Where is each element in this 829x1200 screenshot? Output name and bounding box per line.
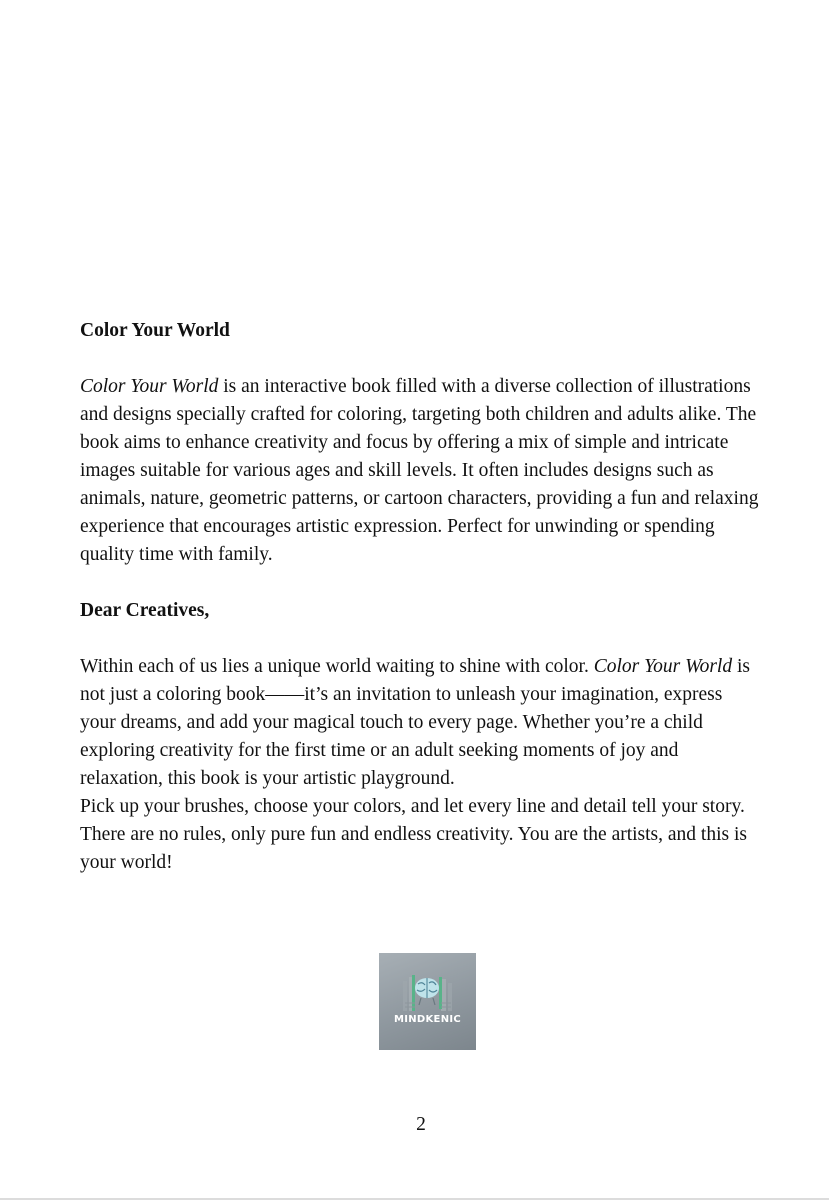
spacer	[80, 569, 760, 597]
letter-paragraph-2: Pick up your brushes, choose your colors, and let every line and detail tell your story. There are no rules, only pure fun and endless creativity. You are the artists, and this is your world!	[80, 796, 747, 873]
section-heading-dear-creatives: Dear Creatives,	[80, 600, 210, 621]
book-title-italic: Color Your World	[593, 656, 733, 677]
page-number: 2	[416, 1114, 426, 1135]
page-body	[80, 317, 760, 877]
letter-paragraph-1	[80, 653, 760, 793]
book-description-text: is an interactive book filled with a diverse collection of illustrations and designs specially crafted for coloring, targeting both children and adults alike. The book aims to enhance creativity and focus by offering a mix of simple and intricate images suitable for various ages and skill levels. It often includes designs such as animals, nature, geometric patterns, or cartoon characters, providing a fun and relaxing experience that encourages artistic expression. Perfect for unwinding or spending quality time with family.	[80, 376, 759, 565]
brain-icon	[379, 953, 476, 1050]
letter-paragraph-1-start: Within each of us lies a unique world waiting to shine with color.	[80, 656, 594, 677]
mindkenic-logo	[379, 953, 476, 1050]
logo-wordmark: MINDKENIC	[393, 1014, 462, 1025]
section-heading-color-your-world: Color Your World	[80, 320, 230, 341]
book-description	[80, 373, 760, 569]
spacer	[80, 625, 760, 653]
letter-paragraph-1-rest: is not just a coloring book——it’s an invitation to unleash your imagination, express your dreams, and add your magical touch to every page. Whether you’re a child exploring creativity for the first time or an adult seeking moments of joy and relaxation, this book is your artistic playground.	[80, 656, 750, 789]
book-title-italic: Color Your World	[80, 376, 219, 397]
spacer	[80, 345, 760, 373]
